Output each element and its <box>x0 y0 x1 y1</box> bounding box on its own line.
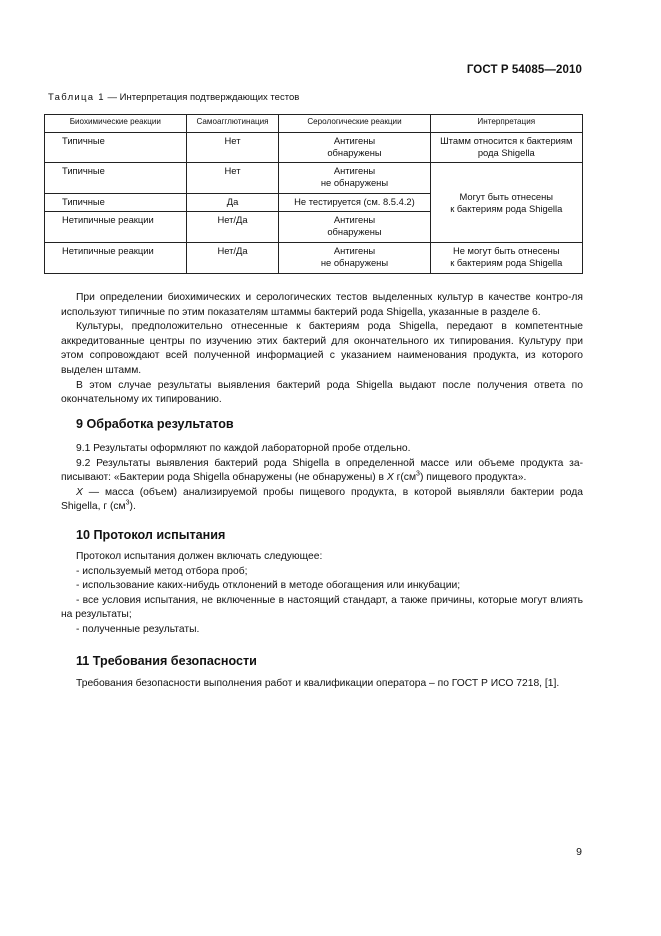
column-header: Серологические реакции <box>279 115 430 133</box>
cell-selfagg: Нет <box>186 133 279 163</box>
cell-interpretation: Не могут быть отнесены к бактериям рода Shigella <box>430 243 582 274</box>
cell-biochem: Нетипичные реакции <box>45 212 187 243</box>
list-line: - использование каких-нибудь отклонений в методе обогащения или инкубации; <box>76 580 461 592</box>
paragraph: При определении биохимических и серологических тестов выделенных культур в качестве контро-ля используют типичные по этим показателям штаммы бактерий рода Shigella, указанные в разделе 6. <box>61 292 583 318</box>
cell-biochem: Нетипичные реакции <box>45 243 187 274</box>
paragraph: В этом случае результаты выявления бактерий рода Shigella выдают после получения ответа по окончательному их типированию. <box>61 379 583 406</box>
paragraph: 9.1 Результаты оформляют по каждой лабораторной пробе отдельно. <box>76 443 411 454</box>
paragraph: 9.2 Результаты выявления бактерий рода Shigella в определенной массе или объеме продукта за-писывают: «Бактерии рода Shigella обнаружены (не обнаружены) в X $г(см^3)$ пищевого продукта». <box>61 457 583 484</box>
cell-serology: Антигены обнаружены <box>279 212 430 243</box>
cell-serology: Антигены не обнаружены <box>279 243 430 274</box>
cell-biochem: Типичные <box>45 133 187 163</box>
section-10-heading: 10 Протокол испытания <box>76 528 226 542</box>
cell-selfagg: Нет/Да <box>186 212 279 243</box>
cell-selfagg: Нет/Да <box>186 243 279 274</box>
column-header: Интерпретация <box>430 115 582 133</box>
intro-text <box>61 291 583 408</box>
list-line: - все условия испытания, не включенные в настоящий стандарт, а также причины, которые могут влиять на результаты; <box>61 594 583 621</box>
section-11-text <box>61 677 583 692</box>
cell-serology: Антигены обнаружены <box>279 133 430 163</box>
list-line: - полученные результаты. <box>76 623 200 635</box>
list-line: - используемый метод отбора проб; <box>76 565 248 577</box>
column-header: Самоагглютинация <box>186 115 279 133</box>
cell-interpretation-merged: Могут быть отнесены к бактериям рода Shigella <box>430 163 582 243</box>
paragraph: Требования безопасности выполнения работ и квалификации оператора – по ГОСТ Р ИСО 7218, [1]. <box>76 678 560 689</box>
table-caption-text: — Интерпретация подтверждающих тестов <box>104 92 300 103</box>
cell-interpretation: Штамм относится к бактериям рода Shigella <box>430 133 582 163</box>
table-caption-prefix: Таблица 1 <box>48 92 105 103</box>
paragraph: Культуры, предположительно отнесенные к бактериям рода Shigella, передают в компетентные аккредитованные центры по изучению этих бактерий для окончательного их типирования. Культуру при этом сопровождают всей полученной информацией с указанием наименования продукта, из которого выделен штамм. <box>61 321 583 376</box>
cell-serology: Не тестируется (см. 8.5.4.2) <box>279 194 430 212</box>
table-caption <box>48 92 299 103</box>
section-10-text <box>61 550 583 638</box>
cell-selfagg: Да <box>186 194 279 212</box>
table-header-row <box>45 115 583 133</box>
table-row <box>45 243 583 274</box>
cell-biochem: Типичные <box>45 194 187 212</box>
table-row <box>45 133 583 163</box>
page-number: 9 <box>576 846 582 858</box>
table-row <box>45 163 583 194</box>
interpretation-table <box>44 114 583 274</box>
standard-code: ГОСТ Р 54085—2010 <box>466 64 582 76</box>
section-9-text <box>61 442 583 515</box>
section-9-heading: 9 Обработка результатов <box>76 417 234 431</box>
paragraph: X — масса (объем) анализируемой пробы пищевого продукта, в которой выявляли бактерии рода Shigella, г $(см^3)$. <box>61 486 583 513</box>
column-header: Биохимические реакции <box>45 115 187 133</box>
list-line: Протокол испытания должен включать следующее: <box>76 551 323 562</box>
section-11-heading: 11 Требования безопасности <box>76 654 257 668</box>
cell-selfagg: Нет <box>186 163 279 194</box>
cell-biochem: Типичные <box>45 163 187 194</box>
cell-serology: Антигены не обнаружены <box>279 163 430 194</box>
